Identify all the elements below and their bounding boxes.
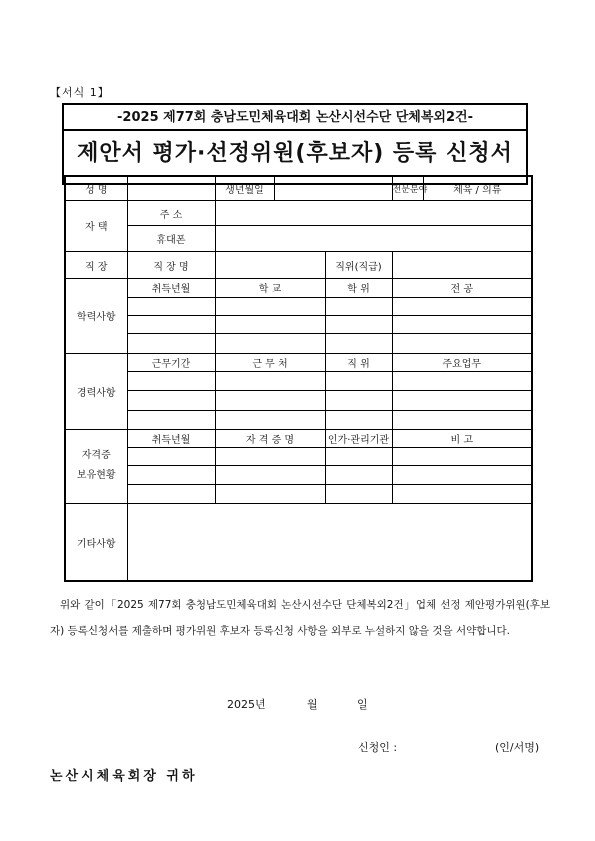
- cert-cell[interactable]: [215, 448, 325, 466]
- cert-cell[interactable]: [392, 448, 532, 466]
- title-box: [62, 103, 528, 185]
- cert-cell[interactable]: [215, 466, 325, 484]
- seal-signature-label: (인/서명): [495, 741, 540, 754]
- cert-cell[interactable]: [325, 466, 392, 484]
- career-header-period: 근무기간: [127, 353, 215, 371]
- cert-cell[interactable]: [127, 484, 215, 503]
- career-cell[interactable]: [392, 391, 532, 410]
- title-subtitle: -2025 제77회 충남도민체육대회 논산시선수단 단체복외2건-: [64, 107, 526, 131]
- edu-cell[interactable]: [392, 334, 532, 353]
- edu-cell[interactable]: [215, 334, 325, 353]
- workplace-label: 직 장 명: [127, 251, 215, 278]
- edu-header-major: 전 공: [392, 279, 532, 297]
- certificate-label-line2: 보유현황: [76, 470, 116, 482]
- edu-cell[interactable]: [127, 297, 215, 315]
- certificate-label-line1: 자격증: [81, 450, 111, 462]
- applicant-label: 신청인 :: [358, 741, 398, 754]
- title-main: 제안서 평가·선정위원(후보자) 등록 신청서: [77, 141, 513, 166]
- career-cell[interactable]: [392, 371, 532, 390]
- edu-cell[interactable]: [215, 297, 325, 315]
- cert-header-date: 취득년월: [127, 429, 215, 447]
- career-header-position: 직 위: [325, 353, 392, 371]
- cert-cell[interactable]: [127, 466, 215, 484]
- career-cell[interactable]: [392, 410, 532, 429]
- cert-cell[interactable]: [215, 484, 325, 503]
- etc-field[interactable]: [127, 504, 532, 581]
- cert-cell[interactable]: [325, 484, 392, 503]
- date-month: 월: [307, 698, 318, 711]
- date-year: 2025년: [227, 698, 266, 711]
- edu-cell[interactable]: [215, 315, 325, 333]
- position-field[interactable]: [392, 251, 532, 278]
- career-header-duty: 주요업무: [392, 353, 532, 371]
- cert-header-agency: 인가·관리기관: [325, 429, 392, 447]
- education-label: 학력사항: [65, 279, 127, 353]
- career-cell[interactable]: [325, 410, 392, 429]
- career-cell[interactable]: [325, 391, 392, 410]
- career-header-workplace: 근 무 처: [215, 353, 325, 371]
- workplace-field[interactable]: [215, 251, 325, 278]
- cert-cell[interactable]: [127, 448, 215, 466]
- application-form-table: [64, 175, 533, 582]
- career-cell[interactable]: [215, 410, 325, 429]
- home-label: 자 택: [65, 200, 127, 251]
- cert-header-name: 자 격 증 명: [215, 429, 325, 447]
- work-label: 직 장: [65, 251, 127, 278]
- edu-cell[interactable]: [325, 315, 392, 333]
- career-cell[interactable]: [127, 410, 215, 429]
- field-value[interactable]: 체육 / 의류: [423, 176, 532, 200]
- birth-label: 생년월일: [215, 176, 274, 200]
- birth-field[interactable]: [274, 176, 392, 200]
- edu-cell[interactable]: [127, 315, 215, 333]
- position-label: 직위(직급): [325, 251, 392, 278]
- pledge-paragraph: 위와 같이「2025 제77회 충청남도민체육대회 논산시선수단 단체복외2건」업체 선정 제안평가위원(후보자) 등록신청서를 제출하며 평가위원 후보자 등록신청 사항을 외부로 누설하지 않을 것을 서약합니다.: [50, 599, 550, 637]
- edu-header-degree: 학 위: [325, 279, 392, 297]
- date-day: 일: [357, 698, 368, 711]
- address-label: 주 소: [127, 200, 215, 225]
- phone-field[interactable]: [215, 226, 532, 251]
- career-cell[interactable]: [215, 391, 325, 410]
- edu-cell[interactable]: [325, 334, 392, 353]
- name-label: 성 명: [65, 176, 127, 200]
- name-field[interactable]: [127, 176, 215, 200]
- cert-cell[interactable]: [325, 448, 392, 466]
- edu-cell[interactable]: [392, 297, 532, 315]
- field-label: 전문분야: [392, 176, 423, 200]
- career-cell[interactable]: [325, 371, 392, 390]
- certificate-label: [65, 429, 127, 503]
- edu-header-date: 취득년월: [127, 279, 215, 297]
- edu-cell[interactable]: [127, 334, 215, 353]
- career-cell[interactable]: [127, 391, 215, 410]
- career-label: 경력사항: [65, 353, 127, 429]
- addressee: 논산시체육회장 귀하: [50, 769, 198, 784]
- cert-cell[interactable]: [392, 484, 532, 503]
- edu-header-school: 학 교: [215, 279, 325, 297]
- edu-cell[interactable]: [392, 315, 532, 333]
- address-field[interactable]: [215, 200, 532, 225]
- phone-label: 휴대폰: [127, 226, 215, 251]
- career-cell[interactable]: [215, 371, 325, 390]
- cert-header-note: 비 고: [392, 429, 532, 447]
- edu-cell[interactable]: [325, 297, 392, 315]
- etc-label: 기타사항: [65, 504, 127, 581]
- career-cell[interactable]: [127, 371, 215, 390]
- form-number-label: 【서식 1】: [50, 86, 110, 99]
- cert-cell[interactable]: [392, 466, 532, 484]
